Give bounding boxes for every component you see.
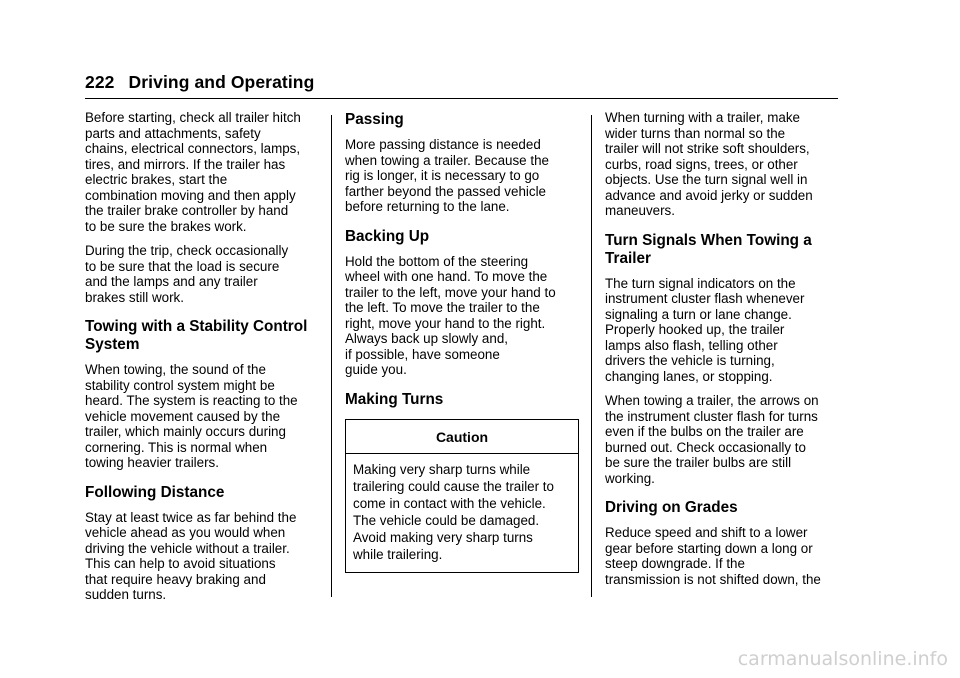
column-1 [85, 110, 323, 612]
heading-making-turns: Making Turns [345, 390, 444, 408]
page-number: 222 [85, 72, 115, 92]
caution-box [345, 419, 579, 574]
paragraph-turn-signals-1: The turn signal indicators on the instrument cluster flash whenever signaling a turn or lane change. Properly hooked up, the trailer lamps also flash, telling other drivers the vehicle is turning, changing lanes, or stopping. [605, 275, 805, 384]
paragraph-trailer-check: Before starting, check all trailer hitch parts and attachments, safety chains, electrical connectors, lamps, tires, and mirrors. If the trailer has electric brakes, start the combination moving and then apply the trailer brake controller by hand to be sure the brakes work. [85, 110, 301, 234]
heading-stability-control: Towing with a Stability Control System [85, 318, 308, 353]
column-3 [605, 110, 838, 596]
paragraph-following-distance: Stay at least twice as far behind the vehicle ahead as you would when driving the vehicle without a trailer. This can help to avoid situations that require heavy braking and sudden turns. [85, 509, 297, 602]
watermark-text: carmanualsonline.info [737, 648, 948, 670]
page-header [85, 72, 314, 93]
heading-backing-up: Backing Up [345, 227, 430, 245]
column-2 [345, 110, 579, 573]
caution-body: Making very sharp turns while trailering could cause the trailer to come in contact with the vehicle. The vehicle could be damaged. Avoid making very sharp turns while trailering. [353, 462, 554, 562]
column-divider-1 [331, 115, 332, 597]
header-rule [85, 98, 838, 99]
paragraph-driving-grades: Reduce speed and shift to a lower gear before starting down a long or steep downgrade. If the transmission is not shifted down, the [605, 525, 821, 587]
caution-title: Caution [346, 420, 578, 455]
paragraph-turn-signals-2: When towing a trailer, the arrows on the instrument cluster flash for turns even if the bulbs on the trailer are burned out. Check occasionally to be sure the trailer bulbs are still working. [605, 393, 819, 486]
heading-passing: Passing [345, 111, 404, 128]
section-title: Driving and Operating [128, 72, 315, 92]
paragraph-passing: More passing distance is needed when towing a trailer. Because the rig is longer, it is necessary to go farther beyond the passed vehicle before returning to the lane. [345, 137, 549, 214]
paragraph-turning: When turning with a trailer, make wider turns than normal so the trailer will not strike soft shoulders, curbs, road signs, trees, or other objects. Use the turn signal well in advance and avoid jerky or sudden maneuvers. [605, 110, 813, 218]
paragraph-backing-up: Hold the bottom of the steering wheel with one hand. To move the trailer to the left, move your hand to the left. To move the trailer to the right, move your hand to the right. Always back up slowly and, if possible, have someone guide you. [345, 253, 556, 377]
heading-turn-signals: Turn Signals When Towing a Trailer [605, 231, 812, 267]
heading-following-distance: Following Distance [85, 483, 225, 501]
column-divider-2 [591, 115, 592, 597]
paragraph-stability-control: When towing, the sound of the stability control system might be heard. The system is reacting to the vehicle movement caused by the trailer, which mainly occurs during cornering. This is normal when towing heavier trailers. [85, 362, 298, 470]
heading-driving-grades: Driving on Grades [605, 499, 738, 516]
paragraph-trip-check: During the trip, check occasionally to be sure that the load is secure and the lamps and any trailer brakes still work. [85, 243, 289, 305]
